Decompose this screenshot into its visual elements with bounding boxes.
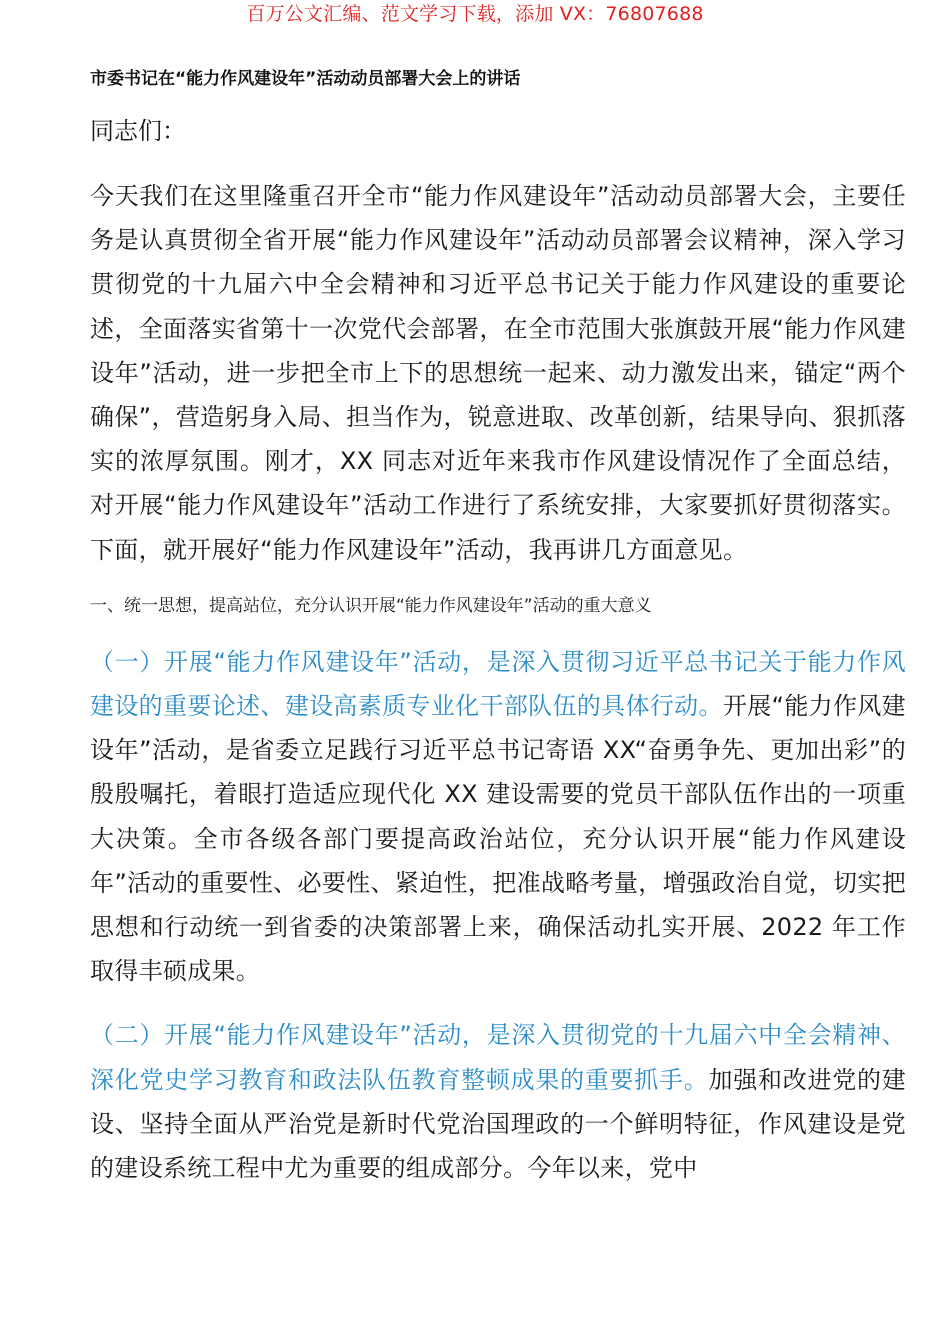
document-page bbox=[90, 66, 906, 1190]
point-2-body: 加强和改进党的建设、坚持全面从严治党是新时代党治国理政的一个鲜明特征，作风建设是党的建设系统工程中尤为重要的组成部分。今年以来，党中 bbox=[90, 1065, 906, 1183]
salutation: 同志们： bbox=[90, 117, 186, 145]
point-1-lead: （一）开展“能力作风建设年”活动，是深入贯彻习近平总书记关于能力作风建设的重要论述、建设高素质专业化干部队伍的具体行动。 bbox=[90, 647, 906, 721]
document-title: 市委书记在“能力作风建设年”活动动员部署大会上的讲话 bbox=[90, 69, 521, 89]
point-1-paragraph bbox=[90, 640, 906, 994]
watermark-banner: 百万公文汇编、范文学习下载，添加 VX：76807688 bbox=[246, 3, 704, 25]
point-2-lead: （二）开展“能力作风建设年”活动，是深入贯彻党的十九届六中全会精神、深化党史学习教育和政法队伍教育整顿成果的重要抓手。 bbox=[90, 1021, 906, 1094]
opening-paragraph: 今天我们在这里隆重召开全市“能力作风建设年”活动动员部署大会，主要任务是认真贯彻全省开展“能力作风建设年”活动动员部署会议精神，深入学习贯彻党的十九届六中全会精神和习近平总书记关于能力作风建设的重要论述，全面落实省第十一次党代会部署，在全市范围大张旗鼓开展“能力作风建设年”活动，进一步把全市上下的思想统一起来、动力激发出来，锚定“两个确保”，营造躬身入局、担当作为，锐意进取、改革创新，结果导向、狠抓落实的浓厚氛围。刚才，XX 同志对近年来我市作风建设情况作了全面总结，对开展“能力作风建设年”活动工作进行了系统安排，大家要抓好贯彻落实。下面，就开展好“能力作风建设年”活动，我再讲几方面意见。 bbox=[90, 182, 906, 564]
point-2-paragraph bbox=[90, 1013, 906, 1190]
section-heading-1: 一、统一思想，提高站位，充分认识开展“能力作风建设年”活动的重大意义 bbox=[90, 595, 652, 616]
point-1-body: 开展“能力作风建设年”活动，是省委立足践行习近平总书记寄语 XX“奋勇争先、更加出彩”的殷殷嘱托，着眼打造适应现代化 XX 建设需要的党员干部队伍作出的一项重大决策。全市各级各部门要提高政治站位，充分认识开展“能力作风建设年”活动的重要性、必要性、紧迫性，把准战略考量，增强政治自觉，切实把思想和行动统一到省委的决策部署上来，确保活动扎实开展、2022 年工作取得丰硕成果。 bbox=[90, 692, 906, 986]
